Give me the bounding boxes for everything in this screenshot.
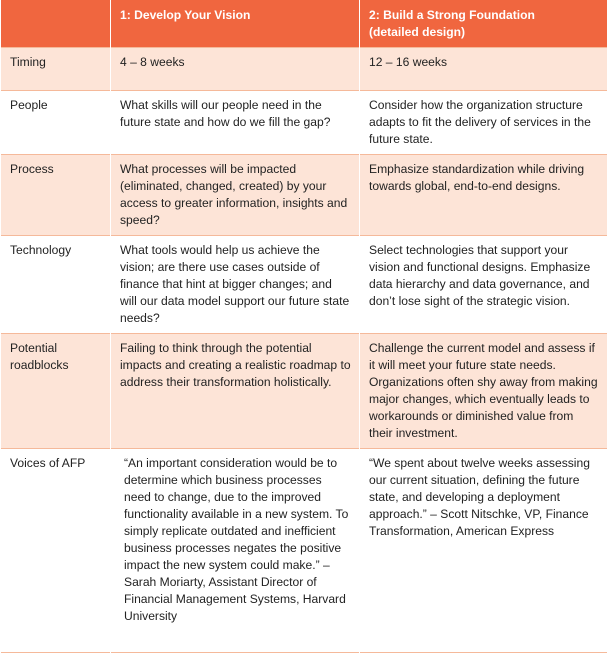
row-label-roadblocks-line2: roadblocks bbox=[10, 358, 69, 372]
cell-timing-foundation: 12 – 16 weeks bbox=[360, 48, 608, 91]
row-label-technology: Technology bbox=[1, 236, 111, 334]
row-label-voices: Voices of AFP bbox=[1, 449, 111, 653]
row-voices bbox=[1, 449, 608, 653]
cell-process-vision: What processes will be impacted (eliminated, changed, created) by your access to greater information, insights and speed? bbox=[111, 155, 360, 236]
cell-roadblocks-vision: Failing to think through the potential impacts and creating a realistic roadmap to address their transformation holistically. bbox=[111, 334, 360, 449]
cell-people-vision: What skills will our people need in the future state and how do we fill the gap? bbox=[111, 91, 360, 155]
cell-people-foundation: Consider how the organization structure adapts to fit the delivery of services in the future state. bbox=[360, 91, 608, 155]
cell-roadblocks-foundation: Challenge the current model and assess if it will meet your future state needs. Organizations often shy away from making major changes, which eventually leads to workarounds or diminished value from their investment. bbox=[360, 334, 608, 449]
header-row bbox=[1, 0, 608, 48]
header-develop-vision: 1: Develop Your Vision bbox=[111, 0, 360, 48]
cell-voices-foundation: “We spent about twelve weeks assessing our current situation, defining the future state, and developing a deployment approach.” – Scott Nitschke, VP, Finance Transformation, American Express bbox=[360, 449, 608, 653]
header-build-foundation bbox=[360, 0, 608, 48]
row-roadblocks bbox=[1, 334, 608, 449]
row-label-roadblocks bbox=[1, 334, 111, 449]
row-label-timing: Timing bbox=[1, 48, 111, 91]
row-label-people: People bbox=[1, 91, 111, 155]
cell-timing-vision: 4 – 8 weeks bbox=[111, 48, 360, 91]
header-build-foundation-subtitle: (detailed design) bbox=[369, 25, 466, 39]
cell-process-foundation: Emphasize standardization while driving towards global, end-to-end designs. bbox=[360, 155, 608, 236]
row-process bbox=[1, 155, 608, 236]
row-people bbox=[1, 91, 608, 155]
header-build-foundation-title: 2: Build a Strong Foundation bbox=[369, 8, 535, 22]
cell-technology-vision: What tools would help us achieve the vision; are there use cases outside of finance that hint at bigger changes; and will our data model support our future state needs? bbox=[111, 236, 360, 334]
row-technology bbox=[1, 236, 608, 334]
row-label-roadblocks-line1: Potential bbox=[10, 341, 58, 355]
row-timing bbox=[1, 48, 608, 91]
cell-technology-foundation: Select technologies that support your vision and functional designs. Emphasize data hierarchy and data governance, and don’t lose sight of the strategic vision. bbox=[360, 236, 608, 334]
header-empty-cell bbox=[1, 0, 111, 48]
cell-voices-vision: “An important consideration would be to determine which business processes need to change, due to the improved functionality available in a new system. To simply replicate outdated and inefficient business processes negates the positive impact the new system could make.” – Sarah Moriarty, Assistant Director of Financial Management Systems, Harvard University bbox=[111, 449, 360, 653]
row-label-process: Process bbox=[1, 155, 111, 236]
